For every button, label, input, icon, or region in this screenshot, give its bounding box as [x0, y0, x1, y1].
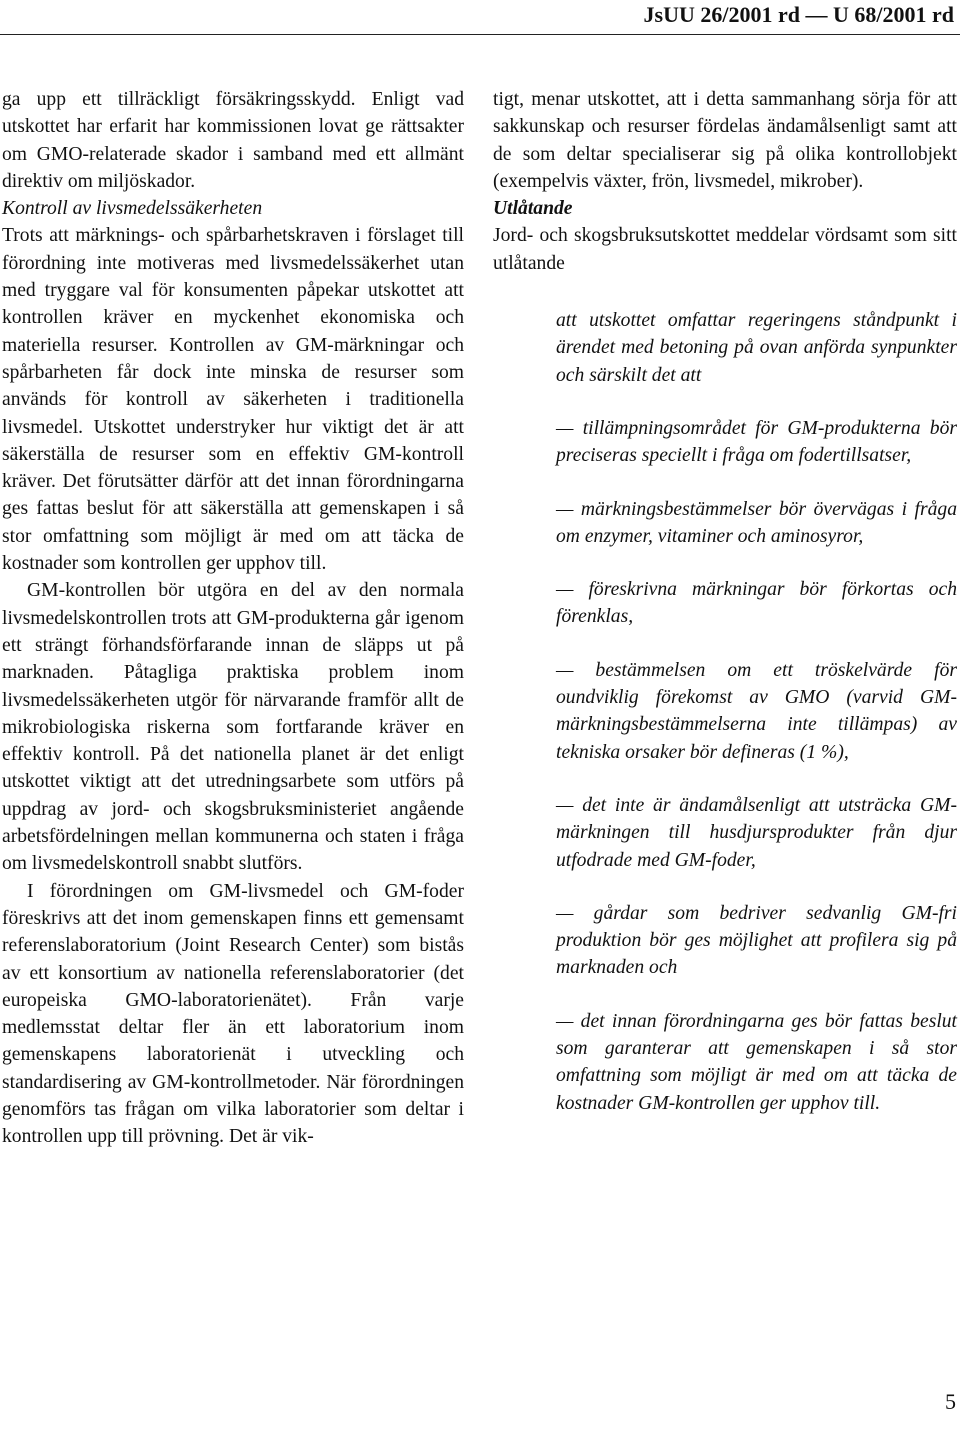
statement-item: — det innan förordningarna ges bör fattas beslut som garanterar att gemenskapen i så stor omfattning som möjligt är med om att täcka de kostnader GM-kontrollen ger upphov till.	[556, 1010, 957, 1114]
statement-intro: Jord- och skogsbruksutskottet meddelar vördsamt som sitt utlåtande	[493, 225, 957, 274]
statement-item: — märkningsbestämmelser bör övervägas i fråga om enzymer, vitaminer och aminosyror,	[556, 498, 957, 547]
section-heading-food-safety: Kontroll av livsmedelssäkerheten	[2, 198, 263, 220]
statement-item: — föreskrivna märkningar bör förkortas och förenklas,	[556, 579, 957, 628]
running-head: JsUU 26/2001 rd — U 68/2001 rd	[643, 2, 954, 27]
header-rule	[0, 34, 960, 35]
left-column	[2, 86, 464, 1151]
left-paragraph-1: Trots att märknings- och spårbarhetskraven i förslaget till förordning inte motiveras med livsmedelssäkerhet utan med tryggare val för konsumenten påpekar utskottet att kontrollen kräver en myckenhet ekonomiska och materiella resurser. Kontrollen av GM-märkningar och spårbarheten får dock inte minska de resurser som används för kontroll av säkerheten i traditionella livsmedel. Utskottet understryker hur viktigt det är att säkerställa de resurser som en effektiv GM-kontroll kräver. Det förutsätter därför att det innan förordningarna ges fattas beslut för att säkerställa att gemenskapen i så stor omfattning som möjligt är med om att täcka de kostnader som kontrollen ger upphov till.	[2, 225, 464, 575]
right-continued-paragraph: tigt, menar utskottet, att i detta sammanhang sörja för att sakkunskap och resurser fördelas ändamålsenligt samt att de som deltar specialiserar sig på olika kontrollobjekt (exempelvis växter, frön, livsmedel, mikrober).	[493, 89, 957, 192]
statement-block	[556, 307, 957, 1117]
statement-item: — bestämmelsen om ett tröskelvärde för oundviklig förekomst av GMO (varvid GM-märkningsbestämmelserna inte tillämpas) av tekniska orsaker bör defineras (1 %),	[556, 659, 957, 763]
statement-lead: att utskottet omfattar regeringens ståndpunkt i ärendet med betoning på ovan anförda synpunkter och särskilt det att	[556, 310, 957, 386]
left-paragraph-3: I förordningen om GM-livsmedel och GM-foder föreskrivs att det inom gemenskapen finns ett gemensamt referenslaboratorium (Joint Research Center) som bistås av ett konsortium av nationella referenslaboratorier (det europeiska GMO-laboratorienätet). Från varje medlemsstat deltar fler än ett laboratorium inom gemenskapens laboratorienät i utveckling och standardisering av GM-kontrollmetoder. När förordningen genomförs tas frågan om vilka laboratorier som deltar i kontrollen upp till prövning. Det är vik-	[2, 880, 464, 1148]
left-paragraph-2: GM-kontrollen bör utgöra en del av den normala livsmedelskontrollen trots att GM-produkterna går igenom ett strängt förhandsförfarande innan de släpps ut på marknaden. Påtagliga praktiska problem inom livsmedelssäkerheten utgör för närvarande framför allt de mikrobiologiska riskerna som fortfarande kräver en effektiv kontroll. På det nationella planet är det enligt utskottet viktigt att det utredningsarbete som utförs på uppdrag av jord- och skogsbruksministeriet angående arbetsfördelningen mellan kommunerna och staten i fråga om livsmedelskontroll snabbt slutförs.	[2, 580, 464, 875]
left-continued-paragraph: ga upp ett tillräckligt försäkringsskydd. Enligt vad utskottet har erfarit har kommissionen lovat ge rättsakter om GMO-relaterade skador i samband med ett allmänt direktiv om miljöskador.	[2, 89, 464, 192]
page-number: 5	[945, 1389, 956, 1414]
right-column	[493, 86, 957, 1117]
section-heading-statement: Utlåtande	[493, 198, 573, 220]
statement-item: — det inte är ändamålsenligt att utsträcka GM-märkningen till husdjursprodukter från djur utfodrade med GM-foder,	[556, 794, 957, 871]
statement-item: — tillämpningsområdet för GM-produkterna bör preciseras speciellt i fråga om fodertillsatser,	[556, 417, 957, 467]
statement-item: — gårdar som bedriver sedvanlig GM-fri produktion bör ges möjlighet att profilera sig på marknaden och	[556, 902, 957, 979]
